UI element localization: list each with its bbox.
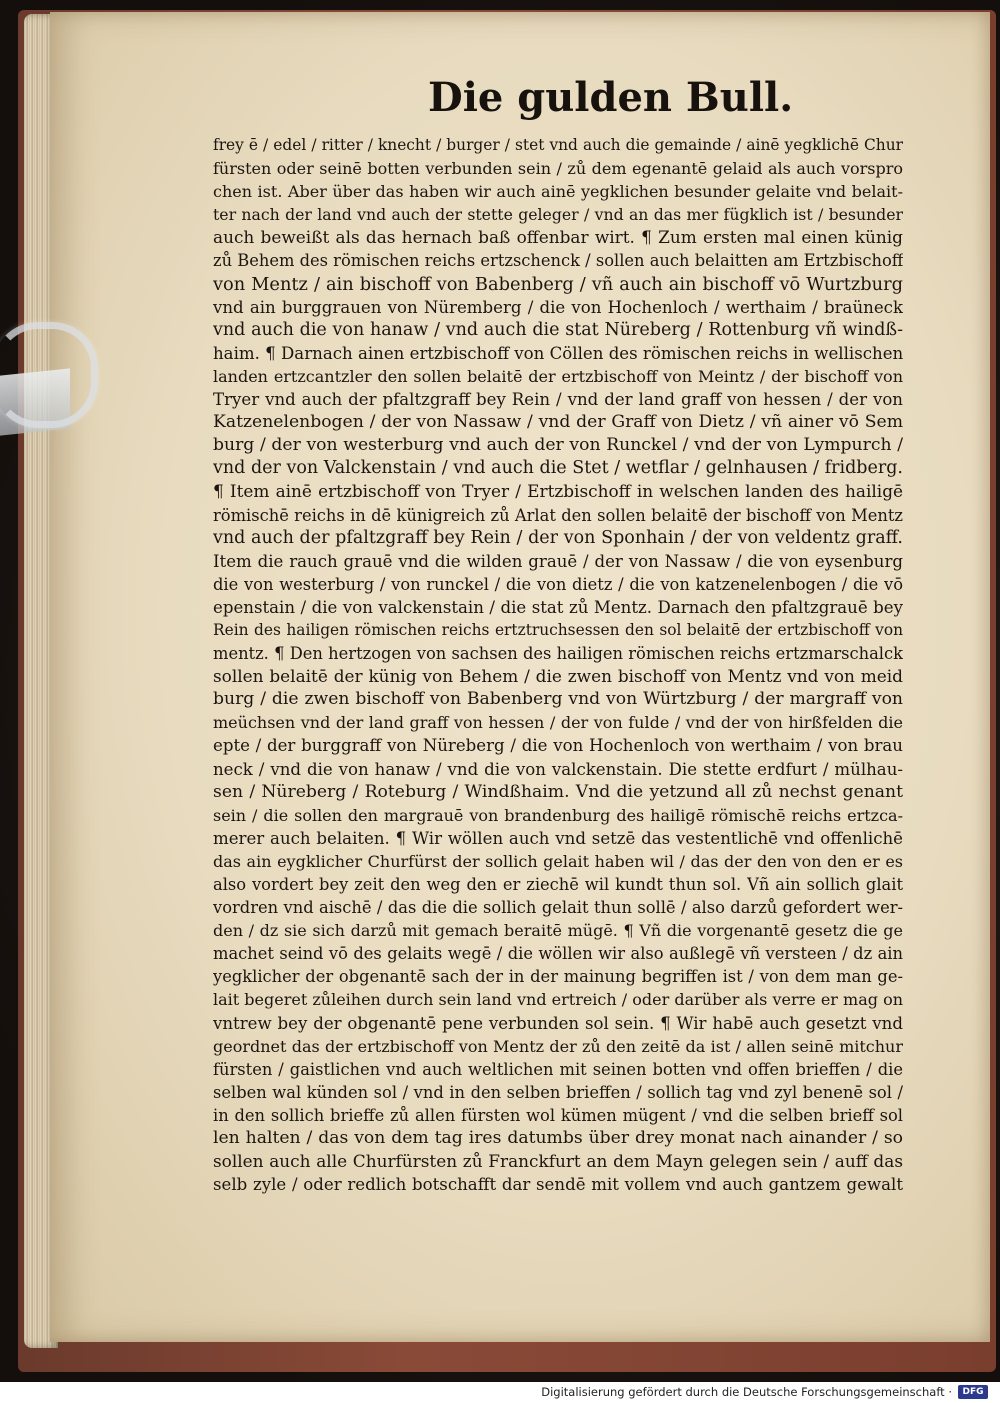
text-line: fürsten / gaistlichen vnd auch weltlichen mit seinen botten vnd offen brieffen / die: [213, 1059, 903, 1079]
text-line: yegklicher der obgenantē sach der in der mainung begriffen ist / von dem man ge-: [213, 967, 903, 987]
running-header: Die gulden Bull.: [428, 74, 794, 121]
text-line: vordren vnd aischē / das die die sollich gelait thun sollē / also darzů gefordert wer-: [213, 898, 903, 918]
text-line: landen ertzcantzler den sollen belaitē der ertzbischoff von Meintz / der bischoff von: [213, 366, 903, 386]
page-text-block: [213, 134, 903, 1196]
text-line: Katzenelenbogen / der von Nassaw / vnd der Graff von Dietz / vñ ainer vō Sem: [213, 412, 903, 433]
footer-credit: Digitalisierung gefördert durch die Deutsche Forschungsgemeinschaft ·: [541, 1385, 952, 1399]
text-line: vnd auch der pfaltzgraff bey Rein / der von Sponhain / der von veldentz graff.: [213, 527, 903, 548]
footer-bar: [0, 1382, 1000, 1403]
text-line: neck / vnd die von hanaw / vnd die von valckenstain. Die stette erdfurt / mülhau-: [213, 759, 903, 779]
text-line: sollen belaitē der künig von Behem / die zwen bischoff von Mentz vnd von meid: [213, 666, 903, 687]
text-line: meüchsen vnd der land graff von hessen / der von fulde / vnd der von hirßfelden die: [213, 713, 903, 733]
text-line: epte / der burggraff von Nüreberg / die von Hochenloch von werthaim / von brau: [213, 736, 903, 756]
text-line: sein / die sollen den margrauē von brandenburg des hailigē römischē reichs ertzca-: [213, 805, 903, 825]
text-line: sen / Nüreberg / Roteburg / Windßhaim. Vnd die yetzund all zů nechst genant: [213, 781, 903, 802]
text-line: vnd der von Valckenstain / vnd auch die Stet / wetflar / gelnhausen / fridberg.: [213, 458, 903, 479]
bookmark-clip-icon: [0, 322, 98, 428]
text-line: vntrew bey der obgenantē pene verbunden sol sein. ¶ Wir habē auch gesetzt vnd: [213, 1013, 903, 1033]
text-line: len halten / das von dem tag ires datumbs über drey monat nach ainander / so: [213, 1128, 903, 1149]
text-line: Item die rauch grauē vnd die wilden grauē / der von Nassaw / die von eysenburg: [213, 551, 903, 571]
text-line: vnd ain burggrauen von Nüremberg / die von Hochenloch / werthaim / braüneck: [213, 297, 903, 317]
text-line: haim. ¶ Darnach ainen ertzbischoff von Cöllen des römischen reichs in wellischen: [213, 343, 903, 363]
text-line: frey ē / edel / ritter / knecht / burger / stet vnd auch die gemainde / ainē yegklichē Chur: [213, 136, 903, 154]
text-line: epenstain / die von valckenstain / die stat zů Mentz. Darnach den pfaltzgrauē bey: [213, 597, 903, 617]
text-line: selben wal künden sol / vnd in den selben brieffen / sollich tag vnd zyl benenē sol /: [213, 1082, 903, 1102]
text-line: burg / die zwen bischoff von Babenberg vnd von Würtzburg / der margraff von: [213, 689, 903, 710]
dfg-logo-icon: DFG: [958, 1385, 988, 1399]
text-line: mentz. ¶ Den hertzogen von sachsen des hailigen römischen reichs ertzmarschalck: [213, 644, 903, 664]
text-line: den / dz sie sich darzů mit gemach beraitē mügē. ¶ Vñ die vorgenantē gesetz die ge: [213, 921, 903, 941]
text-line: zů Behem des römischen reichs ertzschenck / sollen auch belaitten am Ertzbischoff: [213, 251, 903, 271]
text-line: selb zyle / oder redlich botschafft dar sendē mit vollem vnd auch gantzem gewalt: [213, 1175, 903, 1195]
text-line: Rein des hailigen römischen reichs ertztruchsessen den sol belaitē der ertzbischoff von: [213, 620, 903, 639]
text-line: vnd auch die von hanaw / vnd auch die stat Nüreberg / Rottenburg vñ windß-: [213, 319, 903, 340]
text-line: lait begeret zůleihen durch sein land vnd ertreich / oder darüber als verre er mag on: [213, 990, 903, 1010]
text-line: auch beweißt als das hernach baß offenbar wirt. ¶ Zum ersten mal einen künig: [213, 227, 903, 248]
text-line: chen ist. Aber über das haben wir auch ainē yegklichen besunder gelaite vnd belait-: [213, 182, 903, 202]
text-line: burg / der von westerburg vnd auch der von Runckel / vnd der von Lympurch /: [213, 435, 903, 456]
text-line: geordnet das der ertzbischoff von Mentz der zů den zeitē da ist / allen seinē mitchur: [213, 1036, 903, 1056]
text-line: römischē reichs in dē künigreich zů Arlat den sollen belaitē der bischoff von Mentz: [213, 505, 903, 525]
text-line: die von westerburg / von runckel / die von dietz / die von katzenelenbogen / die vō: [213, 574, 903, 594]
text-line: also vordert bey zeit den weg den er ziechē wil kundt thun sol. Vñ ain sollich glait: [213, 875, 903, 894]
text-line: von Mentz / ain bischoff von Babenberg / vñ auch ain bischoff vō Wurtzburg: [213, 273, 903, 295]
text-line: in den sollich brieffe zů allen fürsten wol kümen mügent / vnd die selben brieff sol: [213, 1105, 903, 1125]
text-line: fürsten oder seinē botten verbunden sein / zů dem egenantē gelaid als auch vorspro: [213, 159, 903, 179]
text-line: Tryer vnd auch der pfaltzgraff bey Rein / vnd der land graff von hessen / der von: [213, 390, 903, 410]
text-line: machet seind vō des gelaits wegē / die wöllen wir also außlegē vñ versteen / dz ain: [213, 944, 903, 964]
text-line: sollen auch alle Churfürsten zů Franckfurt an dem Mayn gelegen sein / auff das: [213, 1151, 903, 1172]
text-line: merer auch belaiten. ¶ Wir wöllen auch vnd setzē das vestentlichē vnd offenlichē: [213, 828, 903, 848]
text-line: ter nach der land vnd auch der stette geleger / vnd an das mer fügklich ist / besunder: [213, 205, 903, 225]
text-line: das ain eygklicher Churfürst der sollich gelait haben wil / das der den von den er es: [213, 851, 903, 871]
text-line: ¶ Item ainē ertzbischoff von Tryer / Ertzbischoff in welschen landen des hailigē: [213, 481, 903, 502]
